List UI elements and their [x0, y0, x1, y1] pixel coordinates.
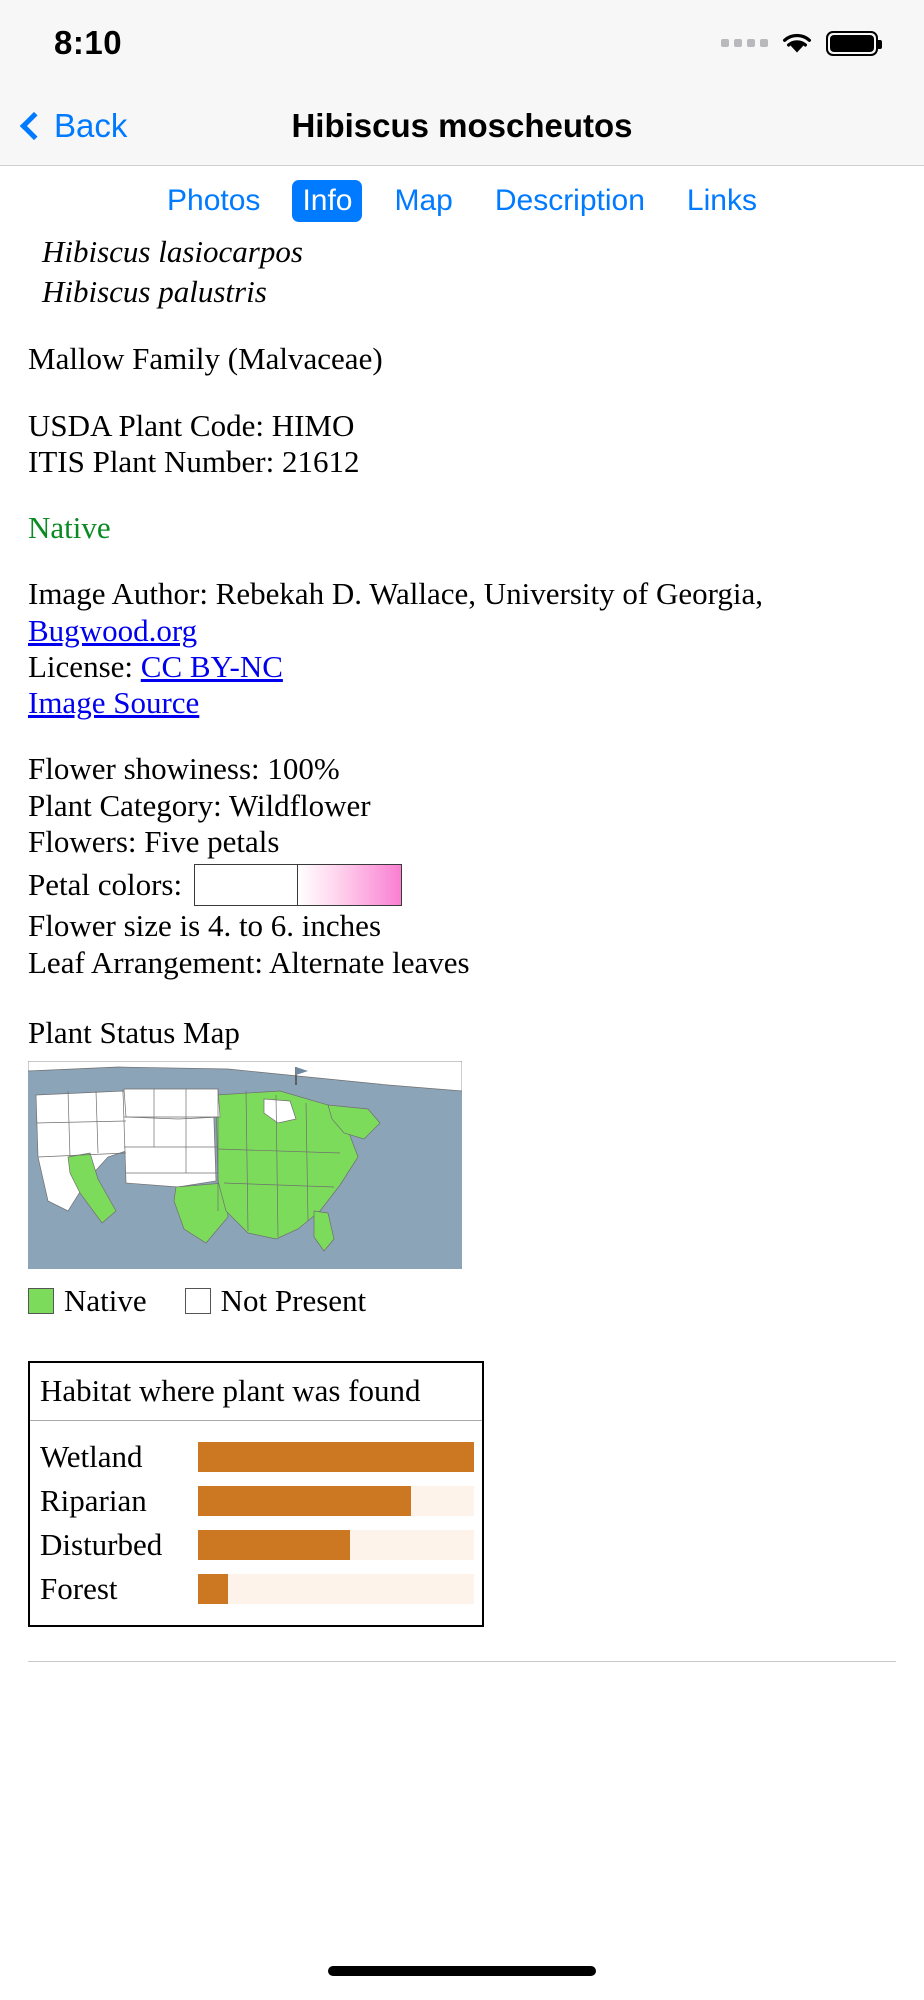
leaf-arrangement: Leaf Arrangement: Alternate leaves [28, 944, 470, 980]
habitat-label: Disturbed [40, 1527, 163, 1563]
habitat-chart-title: Habitat where plant was found [30, 1363, 482, 1420]
home-indicator[interactable] [328, 1966, 596, 1976]
content-divider [28, 1661, 896, 1662]
license-link[interactable]: CC BY-NC [140, 648, 283, 684]
battery-full-icon [826, 31, 878, 56]
flower-attributes [28, 751, 896, 980]
tab-description[interactable]: Description [494, 184, 645, 217]
plant-status-map-title: Plant Status Map [28, 1014, 240, 1050]
status-time: 8:10 [54, 24, 123, 61]
legend-label-not-present: Not Present [220, 1283, 367, 1319]
itis-plant-number: ITIS Plant Number: 21612 [28, 443, 360, 479]
habitat-bar-row [40, 1567, 474, 1611]
synonym-item: Hibiscus palustris [42, 273, 267, 309]
back-button-label: Back [54, 106, 128, 144]
habitat-label: Riparian [40, 1483, 147, 1519]
flower-size: Flower size is 4. to 6. inches [28, 908, 382, 944]
signal-dots-icon [721, 39, 768, 47]
tab-bar [0, 166, 924, 232]
flower-showiness: Flower showiness: 100% [28, 751, 340, 787]
plant-family: Mallow Family (Malvaceae) [28, 341, 383, 377]
legend-swatch-not-present [185, 1288, 211, 1314]
navigation-bar [0, 86, 924, 166]
page-title: Hibiscus moscheutos [291, 106, 633, 144]
habitat-bar-fill [198, 1530, 350, 1560]
habitat-chart [28, 1361, 484, 1626]
legend-label-native: Native [64, 1283, 147, 1319]
image-credit [28, 576, 896, 721]
plant-status-map-image [28, 1061, 462, 1269]
tab-map[interactable]: Map [394, 184, 453, 217]
status-indicators [721, 31, 878, 56]
habitat-chart-rows [30, 1421, 482, 1625]
petal-colors-row [28, 864, 896, 906]
map-legend [28, 1283, 896, 1319]
habitat-bar-track [198, 1442, 474, 1472]
habitat-bar-track [198, 1574, 474, 1604]
synonym-item: Hibiscus lasiocarpos [42, 234, 303, 269]
usda-plant-code: USDA Plant Code: HIMO [28, 407, 355, 443]
habitat-bar-fill [198, 1486, 411, 1516]
license-label: License: [28, 648, 134, 684]
petal-color-swatch-white [194, 864, 298, 906]
wifi-icon [780, 31, 814, 55]
tab-photos[interactable]: Photos [167, 184, 261, 217]
habitat-bar-track [198, 1486, 474, 1516]
habitat-bar-row [40, 1479, 474, 1523]
petal-colors-label: Petal colors: [28, 867, 183, 903]
image-author: Image Author: Rebekah D. Wallace, University of Georgia, [28, 576, 763, 612]
plant-codes [28, 408, 896, 481]
tab-info[interactable]: Info [292, 180, 362, 222]
chevron-left-icon [20, 111, 48, 139]
tab-links[interactable]: Links [686, 184, 757, 217]
habitat-bar-row [40, 1435, 474, 1479]
back-button[interactable] [24, 107, 127, 145]
habitat-label: Forest [40, 1571, 118, 1607]
plant-category: Plant Category: Wildflower [28, 787, 371, 823]
legend-swatch-native [28, 1288, 54, 1314]
nativity-status: Native [28, 510, 111, 546]
habitat-bar-fill [198, 1574, 228, 1604]
habitat-bar-row [40, 1523, 474, 1567]
status-bar [0, 0, 924, 86]
habitat-bar-track [198, 1530, 474, 1560]
synonym-list [42, 232, 896, 311]
bugwood-link[interactable]: Bugwood.org [28, 612, 198, 648]
image-source-link[interactable]: Image Source [28, 685, 200, 721]
flower-petals: Flowers: Five petals [28, 824, 280, 859]
habitat-label: Wetland [40, 1439, 143, 1475]
info-content [0, 232, 924, 1627]
habitat-bar-fill [198, 1442, 474, 1472]
petal-color-swatch-pink [298, 864, 402, 906]
